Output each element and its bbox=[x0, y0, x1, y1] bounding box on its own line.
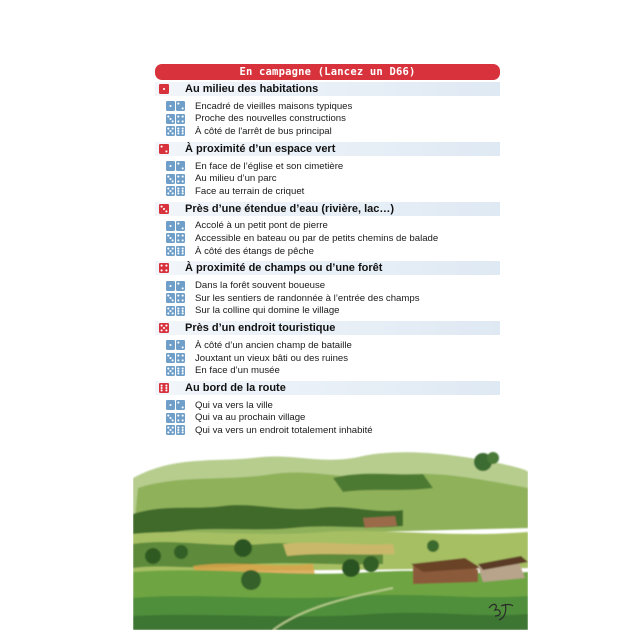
section-header bbox=[155, 261, 500, 275]
sections-list bbox=[155, 82, 500, 439]
item-text: À côté de l'arrêt de bus principal bbox=[195, 125, 332, 137]
blue-dice-pair-icon bbox=[166, 233, 185, 243]
section-header bbox=[155, 321, 500, 335]
list-item bbox=[155, 279, 500, 292]
item-text: Accessible en bateau ou par de petits chemins de balade bbox=[195, 232, 439, 244]
list-item bbox=[155, 352, 500, 365]
list-item bbox=[155, 113, 500, 126]
section-items bbox=[155, 395, 500, 439]
section-header bbox=[155, 381, 500, 395]
blue-dice-pair-icon bbox=[166, 281, 185, 291]
red-die-icon bbox=[159, 383, 169, 393]
item-text: En face d’un musée bbox=[195, 365, 280, 377]
section-items bbox=[155, 156, 500, 200]
red-die-icon bbox=[159, 263, 169, 273]
list-item bbox=[155, 100, 500, 113]
section-title: Au milieu des habitations bbox=[185, 83, 319, 95]
blue-dice-pair-icon bbox=[166, 293, 185, 303]
item-text: Proche des nouvelles constructions bbox=[195, 113, 346, 125]
red-die-icon bbox=[159, 144, 169, 154]
item-text: Face au terrain de criquet bbox=[195, 185, 305, 197]
section-items bbox=[155, 275, 500, 319]
list-item bbox=[155, 160, 500, 173]
blue-dice-pair-icon bbox=[166, 306, 185, 316]
blue-dice-pair-icon bbox=[166, 425, 185, 435]
section-title: À proximité d’un espace vert bbox=[185, 142, 336, 155]
table-banner: En campagne (Lancez un D66) bbox=[155, 64, 500, 80]
section-items bbox=[155, 335, 500, 379]
list-item bbox=[155, 220, 500, 233]
section-items bbox=[155, 96, 500, 140]
item-text: Accolé à un petit pont de pierre bbox=[195, 220, 328, 232]
red-die-icon bbox=[159, 84, 169, 94]
section-title: À proximité de champs ou d’une forêt bbox=[185, 262, 383, 275]
item-text: Encadré de vieilles maisons typiques bbox=[195, 100, 353, 112]
blue-dice-pair-icon bbox=[166, 246, 185, 256]
section-header bbox=[155, 82, 500, 96]
blue-dice-pair-icon bbox=[166, 126, 185, 136]
blue-dice-pair-icon bbox=[166, 221, 185, 231]
list-item bbox=[155, 232, 500, 245]
blue-dice-pair-icon bbox=[166, 353, 185, 363]
blue-dice-pair-icon bbox=[166, 366, 185, 376]
blue-dice-pair-icon bbox=[166, 413, 185, 423]
section-title: Au bord de la route bbox=[185, 381, 286, 394]
list-item bbox=[155, 364, 500, 377]
section-header bbox=[155, 142, 500, 156]
list-item bbox=[155, 399, 500, 412]
blue-dice-pair-icon bbox=[166, 186, 185, 196]
list-item bbox=[155, 172, 500, 185]
section-items bbox=[155, 216, 500, 260]
item-text: Qui va vers la ville bbox=[195, 399, 273, 411]
item-text: À côté des étangs de pêche bbox=[195, 245, 314, 257]
table-page bbox=[155, 64, 500, 439]
item-text: Qui va au prochain village bbox=[195, 412, 306, 424]
list-item bbox=[155, 125, 500, 138]
blue-dice-pair-icon bbox=[166, 114, 185, 124]
list-item bbox=[155, 305, 500, 318]
item-text: Jouxtant un vieux bâti ou des ruines bbox=[195, 352, 349, 364]
list-item bbox=[155, 245, 500, 258]
red-die-icon bbox=[159, 204, 169, 214]
landscape-illustration bbox=[133, 448, 528, 630]
section-header bbox=[155, 202, 500, 216]
item-text: En face de l’église et son cimetière bbox=[195, 160, 344, 172]
list-item bbox=[155, 185, 500, 198]
list-item bbox=[155, 424, 500, 437]
list-item bbox=[155, 292, 500, 305]
item-text: Sur la colline qui domine le village bbox=[195, 305, 340, 317]
blue-dice-pair-icon bbox=[166, 174, 185, 184]
item-text: À côté d’un ancien champ de bataille bbox=[195, 339, 352, 351]
list-item bbox=[155, 412, 500, 425]
blue-dice-pair-icon bbox=[166, 400, 185, 410]
item-text: Sur les sentiers de randonnée à l’entrée des champs bbox=[195, 292, 420, 304]
item-text: Au milieu d’un parc bbox=[195, 173, 277, 185]
item-text: Dans la forêt souvent boueuse bbox=[195, 280, 326, 292]
blue-dice-pair-icon bbox=[166, 101, 185, 111]
section-title: Près d’une étendue d’eau (rivière, lac…) bbox=[185, 202, 395, 215]
section-title: Près d’un endroit touristique bbox=[185, 322, 336, 335]
blue-dice-pair-icon bbox=[166, 340, 185, 350]
red-die-icon bbox=[159, 323, 169, 333]
list-item bbox=[155, 339, 500, 352]
item-text: Qui va vers un endroit totalement inhabité bbox=[195, 424, 373, 436]
blue-dice-pair-icon bbox=[166, 161, 185, 171]
